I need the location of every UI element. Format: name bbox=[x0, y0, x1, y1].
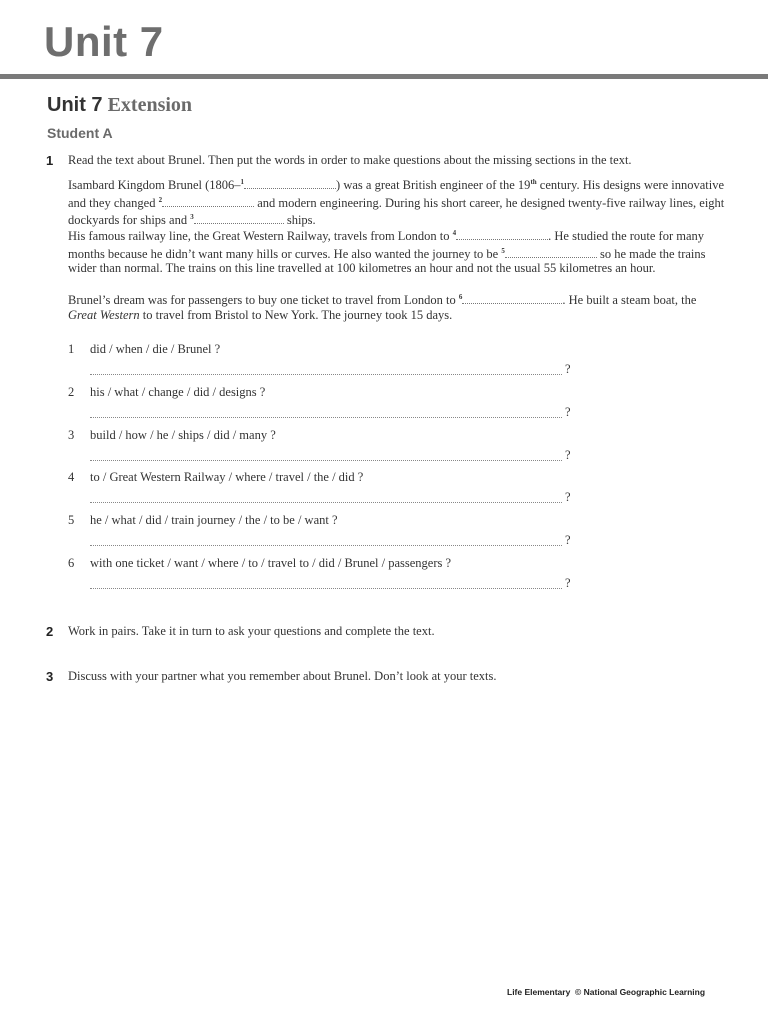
answer-line[interactable] bbox=[90, 502, 562, 503]
text-paragraph-3: Brunel’s dream was for passengers to buy one ticket to travel from London to $^6$ . He built a steam boat, the Great Western to travel from Bristol to New York. The journey took 15 days. bbox=[68, 293, 697, 322]
gap-number: 5 bbox=[501, 246, 505, 255]
text-paragraph-2: His famous railway line, the Great Western Railway, travels from London to $^4$ . He studied the route for many months because he didn’t want many hills or curves. He also wanted the journey to be $^5$ so he made the trains wider than normal. The trains on this line travelled at 100 kilometres an hour and not the usual 55 kilometres an hour. bbox=[68, 229, 706, 276]
question-item: 2 his / what / change / did / designs ? bbox=[68, 385, 266, 399]
gap-blank bbox=[244, 177, 336, 189]
question-mark: ? bbox=[565, 448, 571, 462]
question-item: 1 did / when / die / Brunel ? bbox=[68, 342, 221, 356]
footer-copyright: © National Geographic Learning bbox=[575, 987, 706, 997]
instruction-text: Discuss with your partner what you remember about Brunel. Don’t look at your texts. bbox=[68, 669, 497, 683]
gap-number: 1 bbox=[240, 178, 245, 186]
gap-blank bbox=[505, 246, 597, 258]
footer bbox=[507, 987, 705, 997]
gap-number: 4 bbox=[452, 229, 457, 237]
question-mark: ? bbox=[565, 362, 571, 376]
page-title bbox=[47, 94, 192, 117]
gap-number: 3 bbox=[190, 213, 194, 222]
question-mark: ? bbox=[565, 490, 571, 504]
answer-line[interactable] bbox=[90, 588, 562, 589]
answer-line[interactable] bbox=[90, 374, 562, 375]
student-label: Student A bbox=[47, 125, 113, 141]
question-item: 6 with one ticket / want / where / to / travel to / did / Brunel / passengers ? bbox=[68, 556, 452, 570]
title-unit: Unit 7 bbox=[47, 94, 103, 116]
question-mark: ? bbox=[565, 405, 571, 419]
text-paragraph-1: Isambard Kingdom Brunel (1806–$^1$ ) was a great British engineer of the 19th century. His designs were innovative and they changed $^2$ and modern engineering. During his short career, he designed twenty-five railway lines, eight dockyards for ships and $^3$ ships. bbox=[68, 178, 725, 228]
question-mark: ? bbox=[565, 576, 571, 590]
question-mark: ? bbox=[565, 533, 571, 547]
gap-blank bbox=[462, 292, 562, 304]
instruction-number: 2 bbox=[46, 624, 54, 639]
instruction-text: Read the text about Brunel. Then put the words in order to make questions about the missing sections in the text. bbox=[68, 153, 632, 167]
instruction-number: 3 bbox=[46, 669, 54, 684]
answer-line[interactable] bbox=[90, 545, 562, 546]
gap-number: 2 bbox=[158, 195, 163, 204]
answer-line[interactable] bbox=[90, 417, 562, 418]
gap-blank bbox=[456, 228, 548, 240]
question-item: 4 to / Great Western Railway / where / travel / the / did ? bbox=[68, 470, 364, 484]
instruction-text: Work in pairs. Take it in turn to ask your questions and complete the text. bbox=[68, 624, 435, 638]
gap-blank bbox=[194, 212, 284, 224]
title-extension: Extension bbox=[107, 94, 193, 116]
question-item: 3 build / how / he / ships / did / many ? bbox=[68, 428, 276, 442]
answer-line[interactable] bbox=[90, 460, 562, 461]
header-rule bbox=[0, 74, 768, 79]
gap-number: 6 bbox=[458, 293, 463, 301]
instruction-number: 1 bbox=[46, 153, 54, 168]
footer-book: Life Elementary bbox=[507, 987, 571, 997]
gap-blank bbox=[162, 195, 254, 207]
unit-header: Unit 7 bbox=[44, 18, 164, 65]
question-item: 5 he / what / did / train journey / the / to be / want ? bbox=[68, 513, 338, 527]
